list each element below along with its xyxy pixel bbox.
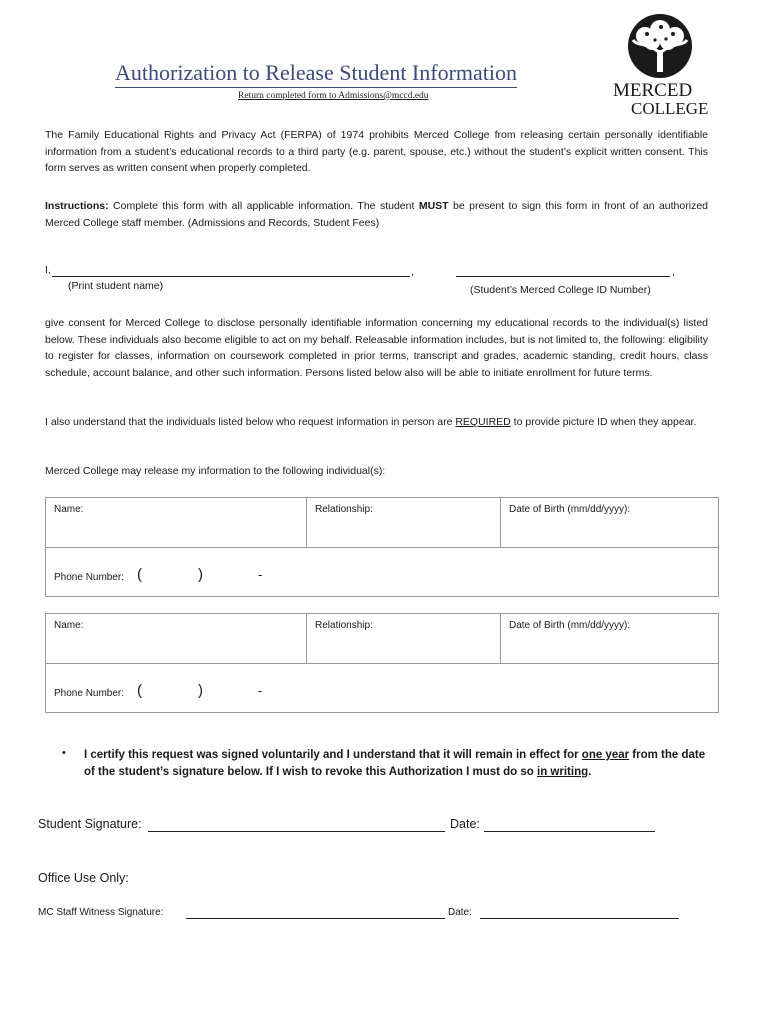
student-signature-label: Student Signature:	[38, 817, 142, 831]
paren-open: (	[137, 566, 142, 583]
student-name-field[interactable]	[52, 276, 410, 277]
phone-label: Phone Number:	[54, 572, 125, 583]
page-title: Authorization to Release Student Information	[115, 60, 517, 88]
paren-open: (	[137, 682, 142, 699]
id-requirement-after: to provide picture ID when they appear.	[510, 416, 697, 428]
phone-dash: -	[258, 567, 263, 582]
svg-text:MERCED: MERCED	[613, 80, 693, 101]
individual-table-1	[45, 497, 719, 597]
certification-statement: I certify this request was signed voluntarily and I understand that it will remain in effect for one year from the date of the student’s signature below. If I wish to revoke this Authorization I must do so in writing.	[84, 749, 706, 778]
must-text: MUST	[418, 200, 449, 212]
witness-date-label: Date:	[448, 907, 472, 918]
relationship-field[interactable]: Relationship:	[307, 498, 501, 547]
comma: ,	[672, 266, 675, 278]
phone-field[interactable]	[46, 548, 718, 596]
comma: ,	[411, 266, 414, 278]
witness-signature-field[interactable]	[186, 918, 445, 919]
student-signature-field[interactable]	[148, 831, 445, 832]
paren-close: )	[198, 566, 203, 583]
name-field[interactable]: Name:	[46, 614, 307, 663]
relationship-field[interactable]: Relationship:	[307, 614, 501, 663]
name-field[interactable]: Name:	[46, 498, 307, 547]
bullet-icon: •	[62, 747, 66, 759]
phone-dash: -	[258, 683, 263, 698]
in-writing-text: in writing	[537, 766, 589, 778]
phone-field[interactable]	[46, 664, 718, 712]
student-id-field[interactable]	[456, 276, 670, 277]
individual-table-2	[45, 613, 719, 713]
id-requirement	[45, 414, 708, 431]
dob-field[interactable]: Date of Birth (mm/dd/yyyy):	[509, 620, 631, 631]
student-id-label: (Student’s Merced College ID Number)	[470, 284, 651, 296]
merced-college-logo	[605, 12, 715, 120]
consent-paragraph: give consent for Merced College to disclose personally identifiable information concerning my educational records to the individual(s) listed below. These individuals also become eligible to act on my behalf. Releasable information includes, but is not limited to, the following: eligibility to register for classes, information on coursework completed in prior terms, transcript and grades, academic standing, credit hours, class schedule, account balance, and other such information. Persons listed below also will be able to initiate enrollment for future terms.	[45, 317, 708, 379]
instructions-text-after: be present to sign this form in front of an authorized Merced College staff member. (Admissions and Records, Student Fees)	[45, 200, 708, 229]
witness-date-field[interactable]	[480, 918, 679, 919]
return-instructions: Return completed form to Admissions@mccd.edu	[238, 91, 429, 101]
phone-label: Phone Number:	[54, 688, 125, 699]
instructions-text-before: Complete this form with all applicable information. The student	[108, 200, 419, 212]
id-requirement-before: I also understand that the individuals listed below who request information in person are	[45, 416, 456, 428]
witness-signature-label: MC Staff Witness Signature:	[38, 907, 164, 918]
dob-field[interactable]: Date of Birth (mm/dd/yyyy):	[509, 504, 631, 515]
signature-date-label: Date:	[450, 817, 480, 831]
office-use-heading: Office Use Only:	[38, 871, 129, 885]
svg-text:COLLEGE: COLLEGE	[631, 99, 709, 118]
release-intro: Merced College may release my information to the following individual(s):	[45, 465, 386, 477]
instructions	[45, 198, 708, 231]
required-text: REQUIRED	[455, 416, 511, 428]
instructions-label: Instructions:	[45, 200, 109, 212]
print-name-label: (Print student name)	[68, 280, 164, 292]
ferpa-intro: The Family Educational Rights and Privacy Act (FERPA) of 1974 prohibits Merced College from releasing certain personally identifiable information from a student’s educational records to a third party (e.g. parent, spouse, etc.) without the student’s explicit written consent. This form serves as written consent when properly completed.	[45, 129, 708, 174]
paren-close: )	[198, 682, 203, 699]
signature-date-field[interactable]	[484, 831, 655, 832]
i-prefix: I,	[45, 264, 51, 276]
one-year-text: one year	[581, 749, 630, 761]
